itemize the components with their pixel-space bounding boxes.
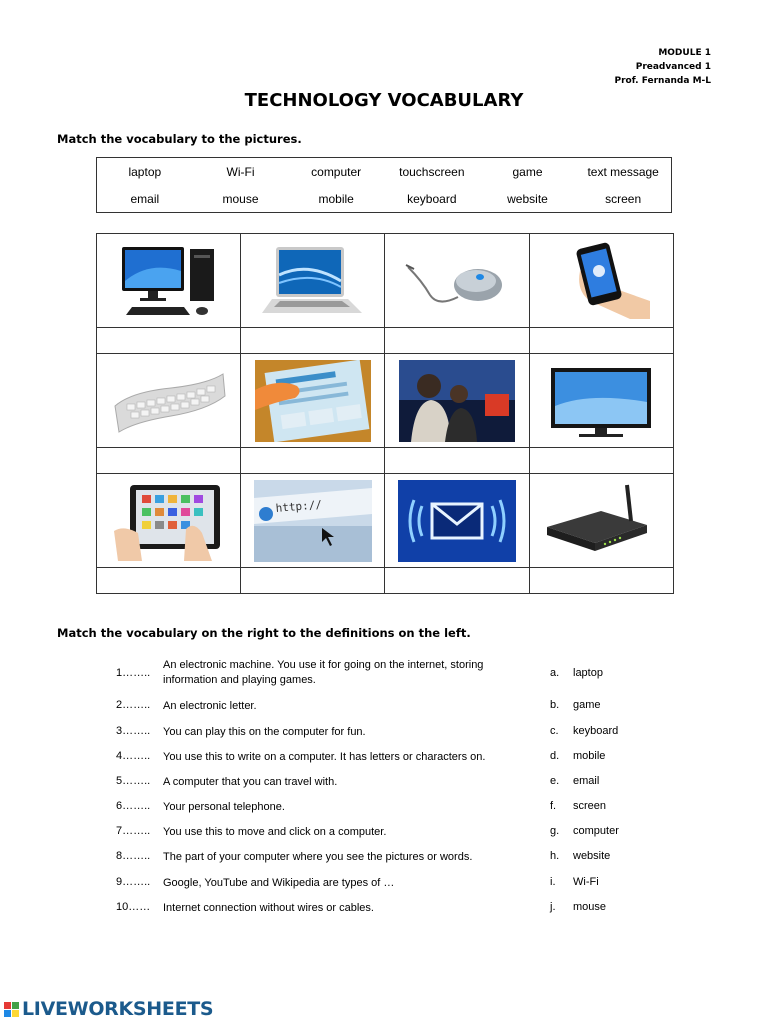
- vocab-letter: a.: [550, 667, 560, 679]
- vocab-letter: g.: [550, 825, 560, 837]
- vocab-word: screen: [573, 800, 607, 812]
- vocab-word: laptop: [573, 667, 603, 679]
- website-icon: [241, 474, 384, 567]
- touchscreen-icon: [241, 354, 384, 447]
- word-bank-item: keyboard: [407, 191, 457, 206]
- answer-box[interactable]: [241, 328, 385, 354]
- liveworksheets-logo[interactable]: [4, 998, 213, 1020]
- vocab-letter: f.: [550, 800, 557, 812]
- vocab-word: website: [573, 850, 611, 862]
- email-icon: [385, 474, 528, 567]
- vocab-letter: e.: [550, 775, 560, 787]
- answer-box[interactable]: [385, 448, 529, 474]
- definition-number: 9……..: [116, 876, 151, 888]
- mouse-icon: [385, 234, 528, 327]
- desktop-computer-icon: [97, 234, 240, 327]
- answer-box[interactable]: [529, 568, 673, 594]
- mobile-phone-icon: [530, 234, 673, 327]
- word-bank-item: computer: [311, 164, 362, 179]
- answer-box[interactable]: [241, 448, 385, 474]
- vocab-word: mouse: [573, 901, 607, 913]
- definition-number: 6……..: [116, 800, 151, 812]
- definition-number: 4……..: [116, 750, 151, 762]
- definition-number: 5……..: [116, 775, 151, 787]
- word-bank-item: laptop: [128, 164, 162, 179]
- answer-box[interactable]: [97, 448, 241, 474]
- vocab-word: computer: [573, 825, 619, 837]
- word-bank-item: mouse: [222, 191, 259, 206]
- header-info: [615, 46, 711, 88]
- answer-box[interactable]: [385, 328, 529, 354]
- logo-text: LIVEWORKSHEETS: [22, 998, 214, 1020]
- vocab-word: keyboard: [573, 725, 619, 737]
- definition-text: An electronic machine. You use it for going on the internet, storing information and playing games.: [163, 659, 484, 686]
- word-bank-item: touchscreen: [399, 164, 465, 179]
- word-bank-item: website: [507, 191, 548, 206]
- vocab-letter: h.: [550, 850, 560, 862]
- vocab-word: email: [573, 775, 600, 787]
- answer-box[interactable]: [529, 448, 673, 474]
- definition-text: The part of your computer where you see the pictures or words.: [163, 851, 473, 863]
- laptop-icon: [241, 234, 384, 327]
- picture-grid: [96, 233, 674, 594]
- vocab-letter: b.: [550, 699, 560, 711]
- tablet-icon: [97, 474, 240, 567]
- teacher-label: Prof. Fernanda M-L: [614, 76, 711, 86]
- definition-text: An electronic letter.: [163, 700, 257, 712]
- game-icon: [385, 354, 528, 447]
- word-bank: [96, 157, 672, 213]
- definition-number: 1……..: [116, 667, 151, 679]
- definition-text: You use this to move and click on a computer.: [163, 826, 387, 838]
- answer-box[interactable]: [241, 568, 385, 594]
- answer-box[interactable]: [97, 328, 241, 354]
- vocab-word: Wi-Fi: [573, 876, 599, 888]
- vocab-letter: j.: [550, 901, 556, 913]
- answer-box[interactable]: [97, 568, 241, 594]
- instruction-2: Match the vocabulary on the right to the definitions on the left.: [57, 626, 471, 640]
- vocab-word: game: [573, 699, 601, 711]
- word-bank-item: text message: [587, 164, 659, 179]
- svg-text:http://: http://: [274, 497, 323, 515]
- page-title: TECHNOLOGY VOCABULARY: [244, 90, 524, 111]
- definition-text: Google, YouTube and Wikipedia are types of …: [163, 877, 395, 889]
- answer-box[interactable]: [385, 568, 529, 594]
- instruction-1: Match the vocabulary to the pictures.: [57, 132, 302, 146]
- answer-box[interactable]: [529, 328, 673, 354]
- vocab-letter: d.: [550, 750, 560, 762]
- word-bank-item: screen: [605, 191, 642, 206]
- definition-text: You can play this on the computer for fun.: [163, 726, 366, 738]
- definition-text: Internet connection without wires or cables.: [163, 902, 374, 914]
- word-bank-item: Wi-Fi: [226, 164, 255, 179]
- definition-text: A computer that you can travel with.: [163, 776, 338, 788]
- vocab-letter: c.: [550, 725, 559, 737]
- definition-text: Your personal telephone.: [163, 801, 285, 813]
- screen-icon: [530, 354, 673, 447]
- definition-number: 3……..: [116, 725, 151, 737]
- vocab-word: mobile: [573, 750, 606, 762]
- level-label: Preadvanced 1: [635, 62, 711, 72]
- keyboard-icon: [97, 354, 240, 447]
- definition-number: 2……..: [116, 699, 151, 711]
- word-bank-item: game: [512, 164, 543, 179]
- definition-number: 8……..: [116, 850, 151, 862]
- module-label: MODULE 1: [658, 48, 711, 58]
- logo-mark-icon: [4, 1002, 19, 1017]
- definition-number: 10……: [116, 901, 151, 913]
- definition-text: You use this to write on a computer. It has letters or characters on.: [163, 751, 486, 763]
- word-bank-item: mobile: [318, 191, 354, 206]
- vocab-letter: i.: [550, 876, 556, 888]
- word-bank-item: email: [130, 191, 160, 206]
- router-icon: [530, 474, 673, 567]
- definition-number: 7……..: [116, 825, 151, 837]
